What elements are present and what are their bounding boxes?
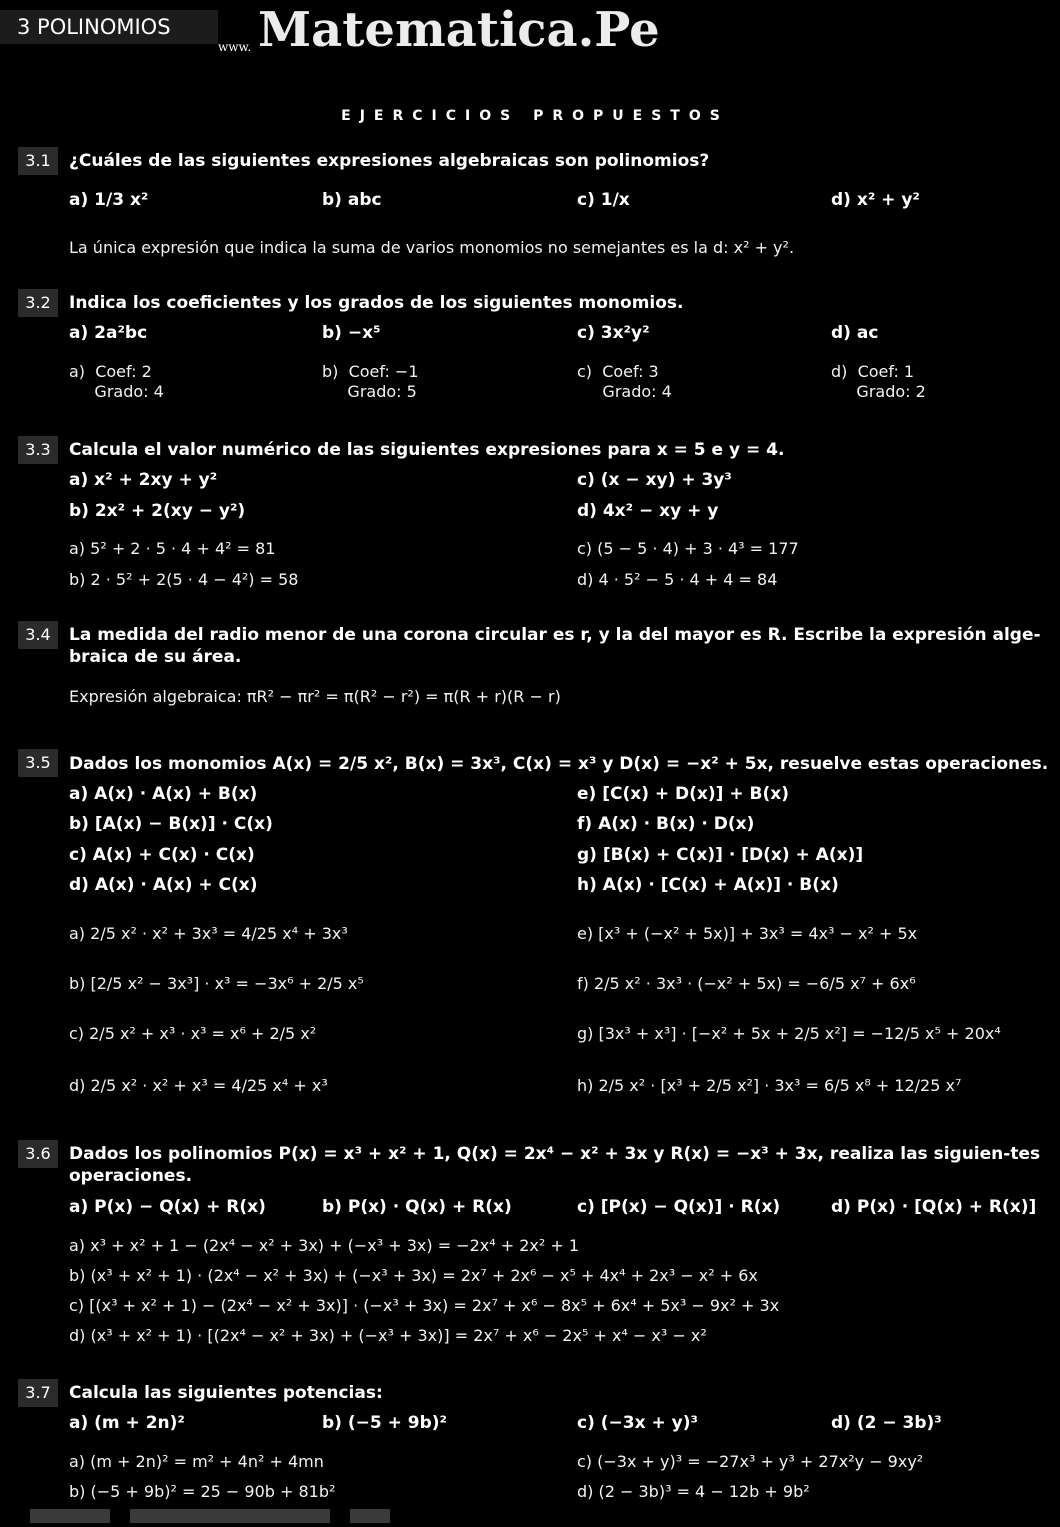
exercise-item: f) A(x) · B(x) · D(x) [577,814,755,834]
exercise-item: d) (2 − 3b)³ [831,1413,942,1433]
exercise-item: b) −x⁵ [322,323,381,343]
exercise-item: b) [A(x) − B(x)] · C(x) [69,814,273,834]
exercise-answer: d) 2/5 x² · x² + x³ = 4/25 x⁴ + x³ [69,1076,328,1095]
exercise-question: Calcula el valor numérico de las siguientes expresiones para x = 5 e y = 4. [69,440,785,460]
exercise-item: d) x² + y² [831,190,920,210]
exercise-item: d) A(x) · A(x) + C(x) [69,875,258,895]
exercise-question: Dados los monomios A(x) = 2/5 x², B(x) = 3x³, C(x) = x³ y D(x) = −x² + 5x, resuelve estas operaciones. [69,754,1049,774]
exercise-item: a) A(x) · A(x) + B(x) [69,784,258,804]
exercise-answer: c) Coef: 3 Grado: 4 [577,362,672,401]
exercise-question: Dados los polinomios P(x) = x³ + x² + 1, Q(x) = 2x⁴ − x² + 3x y R(x) = −x³ + 3x, realiza las siguien-tes operaciones. [69,1144,1041,1186]
exercise-answer: b) (x³ + x² + 1) · (2x⁴ − x² + 3x) + (−x³ + 3x) = 2x⁷ + 2x⁶ − x⁵ + 4x⁴ + 2x³ − x² + 6x [69,1266,758,1285]
exercise-item: d) 4x² − xy + y [577,501,719,521]
exercise-item: e) [C(x) + D(x)] + B(x) [577,784,789,804]
exercise-question: ¿Cuáles de las siguientes expresiones algebraicas son polinomios? [69,151,710,171]
exercise-item: b) P(x) · Q(x) + R(x) [322,1197,512,1217]
exercise-item: b) 2x² + 2(xy − y²) [69,501,246,521]
exercise-answer: b) Coef: −1 Grado: 5 [322,362,419,401]
exercise-question: Indica los coeficientes y los grados de los siguientes monomios. [69,293,684,313]
exercise-item: d) ac [831,323,879,343]
exercise-item: c) [P(x) − Q(x)] · R(x) [577,1197,781,1217]
exercise-answer: c) [(x³ + x² + 1) − (2x⁴ − x² + 3x)] · (−x³ + 3x) = 2x⁷ + x⁶ − 8x⁵ + 6x⁴ + 5x³ − 9x² + 3x [69,1296,780,1315]
exercise-answer: b) [2/5 x² − 3x³] · x³ = −3x⁶ + 2/5 x⁵ [69,974,364,993]
exercise-answer: f) 2/5 x² · 3x³ · (−x² + 5x) = −6/5 x⁷ + 6x⁶ [577,974,916,993]
exercise-item: a) 2a²bc [69,323,148,343]
site-logo: Matematica.Pe [258,2,660,58]
exercise-answer: e) [x³ + (−x² + 5x)] + 3x³ = 4x³ − x² + 5x [577,924,918,943]
exercise-number: 3.4 [18,621,58,649]
exercise-number: 3.2 [18,289,58,317]
exercise-answer: d) 4 · 5² − 5 · 4 + 4 = 84 [577,570,778,589]
exercise-item: a) (m + 2n)² [69,1413,185,1433]
exercise-answer: b) (−5 + 9b)² = 25 − 90b + 81b² [69,1482,336,1501]
exercise-answer: d) (x³ + x² + 1) · [(2x⁴ − x² + 3x) + (−x³ + 3x)] = 2x⁷ + x⁶ − 2x⁵ + x⁴ − x³ − x² [69,1326,707,1345]
exercise-answer: c) 2/5 x² + x³ · x³ = x⁶ + 2/5 x² [69,1024,317,1043]
exercise-answer: c) (5 − 5 · 4) + 3 · 4³ = 177 [577,539,799,558]
exercise-answer: h) 2/5 x² · [x³ + 2/5 x²] · 3x³ = 6/5 x⁸ + 12/25 x⁷ [577,1076,962,1095]
exercise-answer: d) (2 − 3b)³ = 4 − 12b + 9b² [577,1482,810,1501]
chapter-title: 3 POLINOMIOS [0,10,218,44]
exercise-item: b) (−5 + 9b)² [322,1413,447,1433]
exercise-number: 3.1 [18,147,58,175]
exercise-item: a) P(x) − Q(x) + R(x) [69,1197,266,1217]
exercise-answer: a) Coef: 2 Grado: 4 [69,362,164,401]
exercise-item: a) x² + 2xy + y² [69,470,218,490]
exercise-answer: Expresión algebraica: πR² − πr² = π(R² − r²) = π(R + r)(R − r) [69,687,561,706]
exercise-question: La medida del radio menor de una corona circular es r, y la del mayor es R. Escribe la expresión alge-braica de su área. [69,625,1041,667]
section-title: EJERCICIOS PROPUESTOS [341,108,729,124]
exercise-item: d) P(x) · [Q(x) + R(x)] [831,1197,1037,1217]
exercise-answer: La única expresión que indica la suma de varios monomios no semejantes es la d: x² + y². [69,238,795,257]
exercise-number: 3.6 [18,1140,58,1168]
exercise-item: b) abc [322,190,382,210]
exercise-answer: a) (m + 2n)² = m² + 4n² + 4mn [69,1452,324,1471]
exercise-answer: a) x³ + x² + 1 − (2x⁴ − x² + 3x) + (−x³ + 3x) = −2x⁴ + 2x² + 1 [69,1236,580,1255]
logo-prefix: www. [218,40,252,54]
exercise-question: Calcula las siguientes potencias: [69,1383,383,1403]
exercise-answer: b) 2 · 5² + 2(5 · 4 − 4²) = 58 [69,570,299,589]
exercise-item: c) (−3x + y)³ [577,1413,698,1433]
exercise-item: c) A(x) + C(x) · C(x) [69,845,255,865]
exercise-number: 3.7 [18,1379,58,1407]
exercise-item: c) 3x²y² [577,323,650,343]
exercise-item: c) (x − xy) + 3y³ [577,470,732,490]
exercise-item: c) 1/x [577,190,630,210]
exercise-answer: g) [3x³ + x³] · [−x² + 5x + 2/5 x²] = −12/5 x⁵ + 20x⁴ [577,1024,1001,1043]
exercise-answer: a) 2/5 x² · x² + 3x³ = 4/25 x⁴ + 3x³ [69,924,348,943]
exercise-answer: c) (−3x + y)³ = −27x³ + y³ + 27x²y − 9xy² [577,1452,924,1471]
exercise-answer: d) Coef: 1 Grado: 2 [831,362,926,401]
exercise-item: a) 1/3 x² [69,190,149,210]
exercise-answer: a) 5² + 2 · 5 · 4 + 4² = 81 [69,539,276,558]
exercise-number: 3.3 [18,436,58,464]
exercise-item: h) A(x) · [C(x) + A(x)] · B(x) [577,875,839,895]
exercise-item: g) [B(x) + C(x)] · [D(x) + A(x)] [577,845,864,865]
exercise-number: 3.5 [18,749,58,777]
